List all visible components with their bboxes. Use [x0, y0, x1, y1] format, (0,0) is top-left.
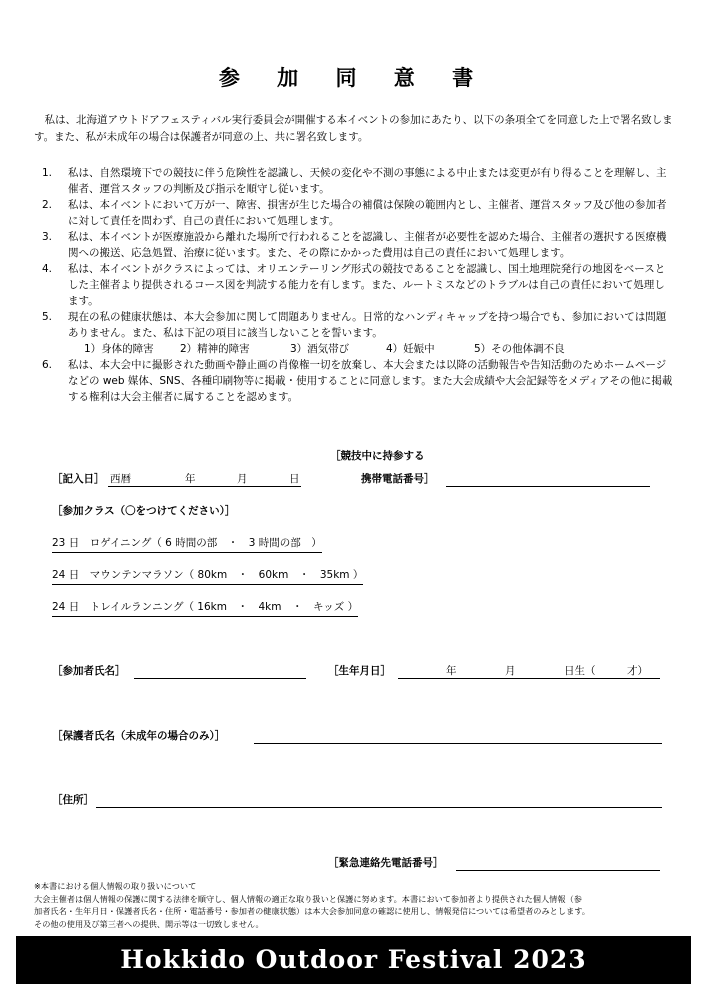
footer-banner — [16, 936, 691, 984]
terms-item — [38, 309, 674, 357]
year-label: 年 — [185, 473, 196, 485]
guardian-name-label: ［保護者氏名（未成年の場合のみ）］ — [52, 730, 226, 742]
class-label: ［参加クラス（〇をつけてください）］ — [52, 505, 236, 517]
terms-item — [38, 357, 674, 405]
item-text: 私は、本イベントが医療施設から離れた場所で行われることを認識し、主催者が必要性を認めた場合、主催者の選択する医療機関への搬送、応急処置、治療に従います。また、その際にかかった費用は自己の責任において処理します。 — [68, 231, 667, 259]
item-text: 現在の私の健康状態は、本大会参加に関して問題ありません。日常的なハンディキャップを持つ場合でも、参加においては問題ありません。また、私は下記の項目に該当しないことを誓います。 — [68, 311, 667, 339]
item-text: 私は、本イベントにおいて万が一、障害、損害が生じた場合の補償は保険の範囲内とし、主催者、運営スタッフ及び他の参加者に対して責任を問わず、自己の責任において処理します。 — [68, 199, 667, 227]
class-option-rogaining[interactable]: 23 日 ロゲイニング（ 6 時間の部 ・ 3 時間の部 ） — [52, 535, 322, 553]
condition-item: 1）身体的障害 — [84, 343, 154, 355]
birth-date-label: ［生年月日］ — [328, 665, 391, 677]
privacy-note-line: 加者氏名・生年月日・保護者氏名・住所・電話番号・参加者の健康状態）は本大会参加同意の確認に使用し、情報発信については希望者のみとします。 — [34, 906, 590, 916]
privacy-note — [34, 880, 674, 930]
mobile-phone-label: 携帯電話番号］ — [361, 473, 435, 485]
privacy-note-line: ※本書における個人情報の取り扱いについて — [34, 881, 197, 891]
emergency-phone-label: ［緊急連絡先電話番号］ — [328, 857, 444, 869]
era-label: 西暦 — [110, 473, 131, 485]
entry-date-field[interactable] — [108, 471, 301, 487]
privacy-note-line: その他の使用及び第三者への提供、開示等は一切致しません。 — [34, 918, 264, 929]
condition-item: 4）妊娠中 — [386, 343, 435, 355]
mobile-phone-field[interactable] — [446, 471, 650, 487]
terms-item — [38, 197, 674, 229]
birth-date-field[interactable] — [398, 663, 660, 679]
condition-item: 2）精神的障害 — [180, 343, 250, 355]
birth-month-label: 月 — [505, 665, 516, 677]
item-number: 6. — [42, 359, 53, 371]
birth-year-label: 年 — [446, 665, 457, 677]
item-number: 5. — [42, 311, 53, 323]
address-field[interactable] — [96, 792, 662, 808]
item-text: 私は、本大会中に撮影された動画や静止画の肖像権一切を放棄し、本大会または以降の活動報告や告知活動のためホームページなどの web 媒体、SNS、各種印刷物等に掲載・使用することに同意します。また大会成績や大会記録等をメディアその他に掲載する権利は大会主催者に属することを認めます。 — [68, 359, 673, 403]
item-number: 4. — [42, 263, 53, 275]
birth-day-age-label: 日生（ 才） — [564, 665, 648, 677]
participant-name-field[interactable] — [134, 663, 306, 679]
terms-item — [38, 229, 674, 261]
privacy-note-line: 大会主催者は個人情報の保護に関する法律を順守し、個人情報の適正な取り扱いと保護に努めます。本書において参加者より提供された個人情報（参 — [34, 893, 582, 904]
day-label: 日 — [289, 473, 300, 485]
guardian-name-field[interactable] — [254, 728, 662, 744]
class-option-trail-running[interactable]: 24 日 トレイルランニング（ 16km ・ 4km ・ キッズ ） — [52, 599, 358, 617]
condition-item: 3）酒気帯び — [290, 343, 350, 355]
footer-banner-text: Hokkido Outdoor Festival 2023 — [120, 945, 587, 974]
item-text: 私は、自然環境下での競技に伴う危険性を認識し、天候の変化や不測の事態による中止または変更が有り得ることを理解し、主催者、運営スタッフの判断及び指示を順守し従います。 — [68, 167, 667, 195]
health-conditions — [68, 341, 674, 357]
terms-item — [38, 261, 674, 309]
participant-name-label: ［参加者氏名］ — [52, 665, 126, 677]
item-text: 私は、本イベントがクラスによっては、オリエンテーリング形式の競技であることを認識し、国土地理院発行の地図をベースとした主催者より提供されるコース図を判読する能力を有します。また、ルートミスなどのトラブルは自己の責任において処理します。 — [68, 263, 666, 307]
phone-note: ［競技中に持参する — [330, 450, 425, 462]
intro-paragraph: 私は、北海道アウトドアフェスティバル実行委員会が開催する本イベントの参加にあたり、以下の条項全てを同意した上で署名致します。また、私が未成年の場合は保護者が同意の上、共に署名致します。 — [34, 114, 673, 143]
entry-date-label: ［記入日］ — [52, 473, 105, 485]
terms-item — [38, 165, 674, 197]
item-number: 1. — [42, 167, 53, 179]
document-title: 参 加 同 意 書 — [218, 66, 489, 90]
class-option-mountain-marathon[interactable]: 24 日 マウンテンマラソン（ 80km ・ 60km ・ 35km ） — [52, 567, 363, 585]
emergency-phone-field[interactable] — [456, 855, 660, 871]
condition-item: 5）その他体調不良 — [474, 343, 565, 355]
terms-list — [38, 165, 674, 405]
address-label: ［住所］ — [52, 794, 94, 806]
item-number: 3. — [42, 231, 53, 243]
month-label: 月 — [237, 473, 248, 485]
item-number: 2. — [42, 199, 53, 211]
